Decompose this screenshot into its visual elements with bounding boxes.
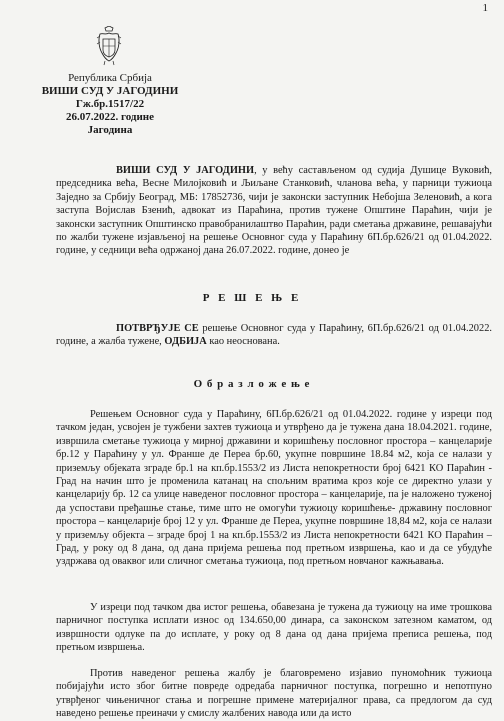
decision-rejects: ОДБИЈА [164, 336, 207, 348]
decision-text-1: решење Основног суда у Параћину, 6П.бр.626/21 од 01.04.2022. године, а жалба тужене, [56, 323, 492, 348]
reasoning-paragraph-2: У изреци под тачком два истог решења, обавезана је тужена да тужиоцу на име трошкова парничног поступка исплати износ од 134.650,00 динара, са законском затезном каматом, од извршности одлуке па до исплате, у року од 8 дана од дана пријема преписа решења, под претњом извршења. [56, 602, 492, 654]
decision-confirms: ПОТВРЂУЈЕ СЕ [116, 323, 199, 334]
intro-court-name: ВИШИ СУД У ЈАГОДИНИ [116, 165, 255, 176]
reasoning-paragraph-1: Решењем Основног суда у Параћину, 6П.бр.626/21 од 01.04.2022. године у изреци под тачком један, усвојен је тужбени захтев тужиоца и утврђено да је тужена дана 18.04.2021. године, извршила сметање тужиоца у мирној државини и коришћењу пословног простора – канцеларије бр.12 у Параћину у ул. Франше де Переа бр.60, укупне површине 18.84 м2, која се налази у приземљу објеката зграде бр.1 на кп.бр.1553/2 из Листа непокретности број 6421 КО Параћин - Град на начин што је променила катанац на спољним вратима кроз које се директно улази у канцеларију бр. 12 са улице наведеног пословног простора – канцеларије, па је наложено туженој да успостави пређашње стање, тиме што не омогући тужиоцу коришћење- државину пословног простора – канцеларије број 12 у ул. Франше де Переа, укупне површине 18,84 м2, која се налази у приземљу објекта – зграде број 1 на кп.бр.1553/2 из Листа непокретности 6421 КО Параћин – Град, у року од 8 дана, од дана пријема решења под претњом извршења, као и да се убудуће уздржава од оваквог или сличног сметања тужиоца, под претњом новчаног кажњавања. [56, 409, 492, 568]
reasoning-paragraph-3: Против наведеног решења жалбу је благовремено изјавио пуномоћник тужиоца побијајући исто због битне повреде одредаба парничног поступка, погрешно и непотпуно утврђеног чињеничног стања и погрешне примене материјалног права, са предлогом да суд наведено решење преиначи у смислу жалбених навода или да исто [56, 668, 492, 720]
reasoning-title: О б р а з л о ж е њ е [193, 378, 311, 390]
decision-paragraph [56, 322, 492, 349]
intro-paragraph [56, 164, 492, 258]
coat-of-arms-icon [96, 26, 122, 66]
decision-title: Р Е Ш Е Њ Е [202, 292, 302, 304]
header-court: ВИШИ СУД У ЈАГОДИНИ [41, 85, 179, 97]
header-country: Република Србија [68, 72, 152, 84]
page-number: 1 [482, 2, 488, 14]
intro-text: , у већу састављеном од судија Душице Вуковић, председника већа, Весне Милојковић и Љиљане Станковић, чланова већа, у парници тужиоца Заједно за Србију Београд, МБ: 17852736, чији је законски заступник Небојша Зеленовић, а кога заступа Војислав Бзенић, адвокат из Параћина, против тужене Општине Параћин, чији је законски заступник Општинско правобранилаштво Параћин, ради сметања државине, решавајући по жалби тужене изјављеној на решење Основног суда у Параћину 6П.бр.626/21 од 01.04.2022. године, у седници већа одржаној дана 26.07.2022. године, донео је [56, 165, 492, 257]
decision-text-2: као неоснована. [206, 336, 280, 348]
header-date: 26.07.2022. године [65, 111, 155, 123]
header-case-number: Гж.бр.1517/22 [75, 98, 145, 110]
header-city: Јагодина [87, 124, 133, 136]
court-header [30, 72, 190, 137]
